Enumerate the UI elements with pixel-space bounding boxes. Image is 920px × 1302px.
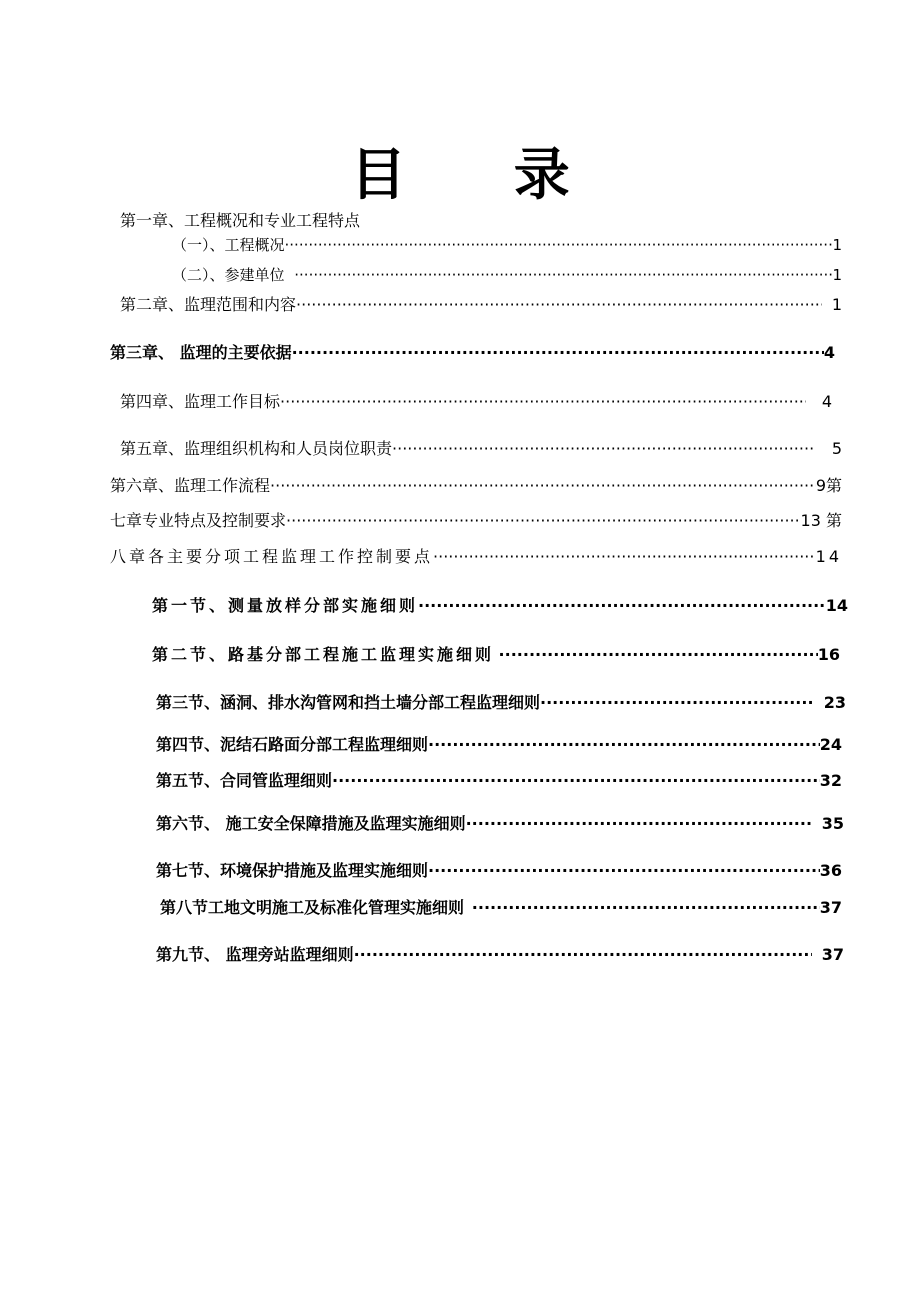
toc-page-number: 13 第 xyxy=(800,511,842,530)
toc-page-number: 1 xyxy=(831,295,842,314)
toc-entry-ch1-s1[interactable] xyxy=(172,234,842,256)
toc-entry-ch8[interactable] xyxy=(110,546,842,568)
toc-entry-sec7[interactable] xyxy=(156,860,842,882)
toc-entry-text: 第六节、 施工安全保障措施及监理实施细则 xyxy=(156,814,466,833)
toc-entry-sec4[interactable] xyxy=(156,734,842,756)
toc-page-number: 14 xyxy=(825,596,848,615)
toc-entry-ch4[interactable] xyxy=(120,391,832,413)
toc-page-number: 24 xyxy=(819,735,842,754)
toc-entry-sec2[interactable] xyxy=(152,644,840,666)
leader-dots xyxy=(433,546,816,568)
toc-page-number: 1 xyxy=(832,266,842,284)
toc-page-number: 23 xyxy=(823,693,846,712)
toc-entry-text: 七章专业特点及控制要求 xyxy=(110,511,287,530)
leader-dots xyxy=(280,391,806,413)
toc-page-number: 14 xyxy=(815,547,842,566)
toc-entry-text: （二）、参建单位 xyxy=(172,266,285,284)
toc-entry-ch1-s2[interactable] xyxy=(172,264,842,286)
leader-dots xyxy=(294,264,832,286)
toc-entry-ch3[interactable] xyxy=(110,342,835,364)
toc-entry-text: 第五节、合同管监理细则 xyxy=(156,771,333,790)
toc-page-number: 37 xyxy=(821,945,844,964)
leader-dots xyxy=(292,342,824,364)
leader-dots xyxy=(296,294,822,316)
toc-entry-text: 第七节、环境保护措施及监理实施细则 xyxy=(156,861,429,880)
toc-entry-sec5[interactable] xyxy=(156,770,842,792)
toc-entry-text: 第二章、监理范围和内容 xyxy=(120,295,297,314)
toc-entry-text: 第四章、监理工作目标 xyxy=(120,392,281,411)
toc-entry-text: 第一章、工程概况和专业工程特点 xyxy=(120,211,361,230)
toc-entry-text: 第一节、测量放样分部实施细则 xyxy=(152,596,419,615)
toc-entry-text: 第九节、 监理旁站监理细则 xyxy=(156,945,354,964)
leader-dots xyxy=(472,897,820,919)
leader-dots xyxy=(466,813,812,835)
leader-dots xyxy=(392,438,814,460)
leader-dots xyxy=(285,234,833,256)
toc-page-number: 9第 xyxy=(815,476,842,495)
leader-dots xyxy=(418,595,826,617)
leader-dots xyxy=(428,860,820,882)
toc-entry-ch6[interactable] xyxy=(110,475,842,497)
toc-page-number: 35 xyxy=(821,814,844,833)
toc-entry-text: 第三节、涵洞、排水沟管网和挡土墙分部工程监理细则 xyxy=(156,693,541,712)
toc-entry-ch5[interactable] xyxy=(120,438,842,460)
toc-entry-ch7[interactable] xyxy=(110,510,842,532)
toc-page-number: 16 xyxy=(817,645,840,664)
leader-dots xyxy=(286,510,801,532)
toc-entry-ch1[interactable] xyxy=(120,210,840,232)
leader-dots xyxy=(428,734,820,756)
leader-dots xyxy=(354,944,812,966)
toc-entry-sec8[interactable] xyxy=(160,897,842,919)
toc-entry-sec9[interactable] xyxy=(156,944,844,966)
toc-page-number: 4 xyxy=(821,392,832,411)
toc-entry-sec1[interactable] xyxy=(152,595,848,617)
toc-entry-text: 第三章、 监理的主要依据 xyxy=(110,343,292,362)
toc-entry-text: （一）、工程概况 xyxy=(172,236,285,254)
toc-page-number: 4 xyxy=(823,343,835,362)
toc-entry-sec3[interactable] xyxy=(156,692,846,714)
toc-entry-ch2[interactable] xyxy=(120,294,842,316)
leader-dots xyxy=(540,692,814,714)
leader-dots xyxy=(332,770,820,792)
toc-entry-text: 第五章、监理组织机构和人员岗位职责 xyxy=(120,439,393,458)
toc-entry-text: 第六章、监理工作流程 xyxy=(110,476,271,495)
leader-dots xyxy=(499,644,818,666)
toc-page-number: 1 xyxy=(832,236,842,254)
toc-entry-text: 第四节、泥结石路面分部工程监理细则 xyxy=(156,735,429,754)
toc-entry-text: 第八节工地文明施工及标准化管理实施细则 xyxy=(160,898,465,917)
toc-entry-sec6[interactable] xyxy=(156,813,844,835)
toc-page-number: 37 xyxy=(819,898,842,917)
toc-entry-text: 八章各主要分项工程监理工作控制要点 xyxy=(110,547,434,566)
toc-entry-text: 第二节、路基分部工程施工监理实施细则 xyxy=(152,645,495,664)
leader-dots xyxy=(270,475,816,497)
page-title: 目 录 xyxy=(350,142,614,208)
toc-page-number: 32 xyxy=(819,771,842,790)
toc-page-number: 36 xyxy=(819,861,842,880)
toc-page-number: 5 xyxy=(831,439,842,458)
